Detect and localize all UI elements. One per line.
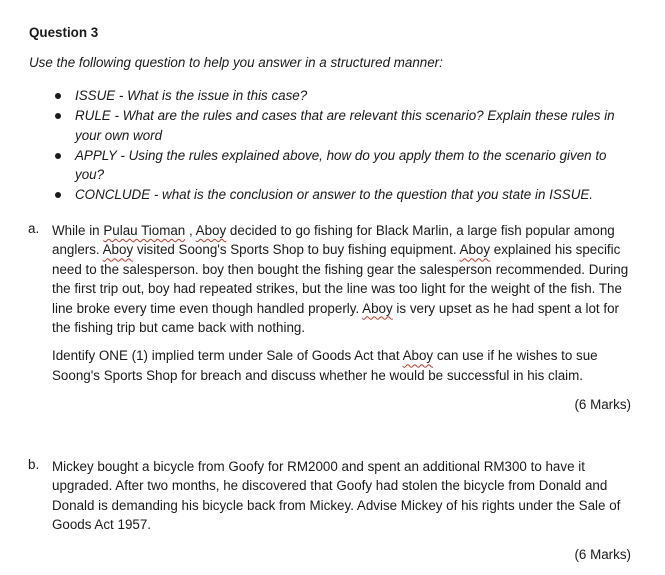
text-run: visited Soong's Sports Shop to buy fishing equipment.: [133, 242, 460, 258]
text-run: is very upset as he had spent a lot for the fishing trip but came back with nothing.: [52, 300, 619, 336]
question-title: Question 3: [29, 25, 99, 40]
text-run: explained his specific need to the salesperson. boy then bought the fishing gear the salesperson recommended. During the first trip out, boy had repeated strikes, but the line was too light for the weight of the fish. The line broke every time even though handled properly.: [52, 242, 629, 316]
part-a-label: a.: [28, 221, 40, 236]
text-run: ,: [185, 223, 196, 238]
bullet-issue: [52, 86, 632, 106]
text-run: decided to go fishing for Black Marlin, a large fish popular among anglers.: [52, 223, 615, 258]
bullet-dot-icon: [55, 153, 61, 159]
text-run: Identify ONE (1) implied term under Sale of Goods Act that: [52, 348, 403, 364]
bullet-apply: [52, 146, 632, 185]
spellcheck-word: Aboy: [402, 348, 434, 364]
text-run: can use if he wishes to sue Soong's Sports Shop for breach and discuss whether he would be successful in his claim.: [52, 348, 598, 383]
part-a-marks: (6 Marks): [574, 397, 631, 413]
part-a-scenario: [52, 221, 633, 337]
spellcheck-word: Aboy: [102, 242, 134, 258]
part-a-question: [52, 346, 633, 385]
bullet-issue-text: ISSUE - What is the issue in this case?: [75, 88, 308, 103]
bullet-dot-icon: [55, 113, 61, 119]
spellcheck-word: Aboy: [362, 300, 393, 316]
bullet-apply-text: APPLY - Using the rules explained above, how do you apply them to the scenario given to you?: [75, 147, 607, 182]
question-part-a: [28, 221, 633, 415]
bullet-rule: [52, 106, 632, 145]
part-b-label: b.: [28, 457, 40, 472]
bullet-dot-icon: [55, 93, 61, 99]
part-b-marks: (6 Marks): [574, 546, 631, 562]
irac-bullet-list: [52, 86, 632, 205]
spellcheck-word: Aboy: [459, 242, 491, 258]
part-b-body: [52, 457, 633, 564]
bullet-rule-text: RULE - What are the rules and cases that are relevant this scenario? Explain these rules in your own word: [75, 108, 615, 143]
bullet-dot-icon: [55, 192, 61, 198]
part-b-text: Mickey bought a bicycle from Goofy for RM2000 and spent an additional RM300 to have it upgraded. After two months, he discovered that Goofy had stolen the bicycle from Donald and Donald is demanding his bicycle back from Mickey. Advise Mickey of his rights under the Sale of Goods Act 1957.: [52, 459, 621, 533]
text-run: While in: [52, 223, 104, 238]
spellcheck-word: Pulau Tioman: [103, 223, 186, 238]
part-a-body: [52, 221, 633, 415]
instruction-text: Use the following question to help you answer in a structured manner:: [29, 55, 443, 70]
spellcheck-word: Aboy: [195, 223, 227, 238]
question-part-b: [28, 457, 633, 564]
bullet-conclude: [52, 185, 632, 205]
bullet-conclude-text: CONCLUDE - what is the conclusion or answer to the question that you state in ISSUE.: [75, 187, 594, 202]
